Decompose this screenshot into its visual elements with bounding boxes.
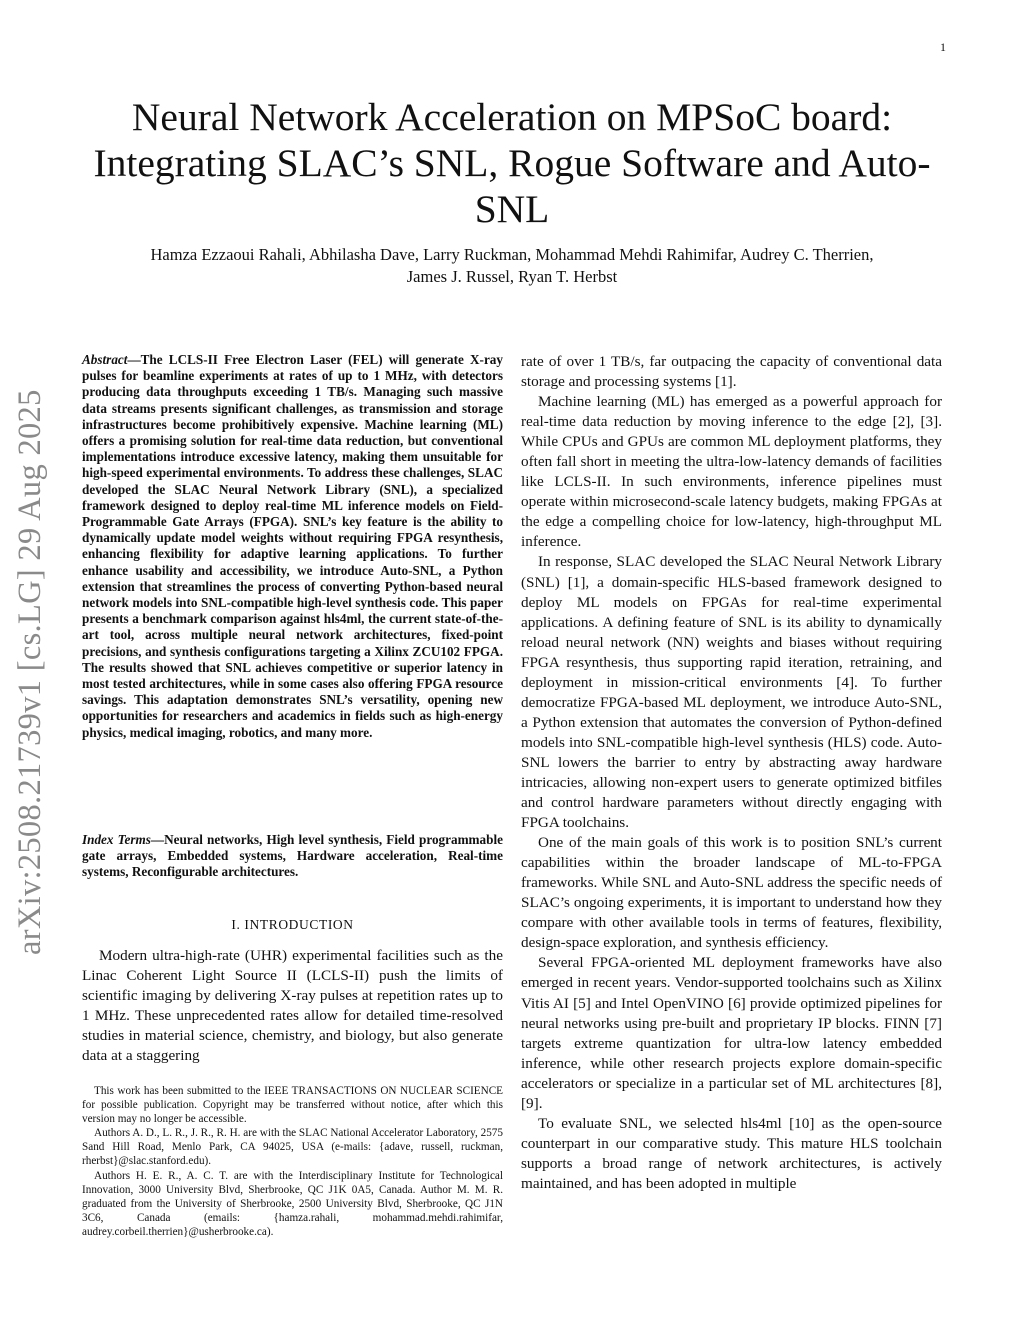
section-number: I.: [231, 917, 241, 932]
author-line-1: Hamza Ezzaoui Rahali, Abhilasha Dave, Larry Ruckman, Mohammad Mehdi Rahimifar, Audrey C. Therrien,: [150, 245, 874, 264]
right-paragraph-ml: Machine learning (ML) has emerged as a powerful approach for real-time data reduction by moving inference to the edge [2], [3]. While CPUs and GPUs are common ML deployment platforms, they often fall short in meeting the ultra-low-latency demands of facilities like LCLS-II. In such environments, inference pipelines must operate within microsecond-scale latency budgets, making FPGAs at the edge a compelling choice for low-latency, high-throughput ML inference.: [521, 393, 942, 551]
right-paragraph-continuation: rate of over 1 TB/s, far outpacing the capacity of conventional data storage and processing systems [1].: [521, 353, 942, 391]
footnote-slac-affiliation: Authors A. D., L. R., J. R., R. H. are with the SLAC National Accelerator Laboratory, 2575 Sand Hill Road, Menlo Park, CA 94025, USA (e-mails: {adave, russell, ruckman, rherbst}@slac.stanford.edu).: [82, 1127, 503, 1168]
abstract-label: Abstract: [82, 352, 128, 367]
abstract-text: The LCLS-II Free Electron Laser (FEL) will generate X-ray pulses for beamline experiments at rates of up to 1 MHz, with detectors producing data throughputs exceeding 1 TB/s. Managing such massive data streams presents significant challenges, as transmission and storage infrastructures become prohibitively expensive. Machine learning (ML) offers a promising solution for real-time data reduction, but conventional implementations introduce excessive latency, making them unsuitable for high-speed experimental environments. To address these challenges, SLAC developed the SLAC Neural Network Library (SNL), a specialized framework designed to deploy real-time ML inference models on Field-Programmable Gate Arrays (FPGA). SNL’s key feature is the ability to dynamically update model weights without requiring FPGA resynthesis, enhancing flexibility for adaptive learning applications. To further enhance usability and accessibility, we introduce Auto-SNL, a Python extension that streamlines the process of converting Python-based neural network models into SNL-compatible high-level synthesis code. This paper presents a benchmark comparison against hls4ml, the current state-of-the-art tool, across multiple neural network architectures, fixed-point precisions, and synthesis configurations targeting a Xilinx ZCU102 FPGA. The results showed that SNL achieves competitive or superior latency in most tested architectures, while in some cases also offering FPGA resource savings. This adaptation demonstrates SNL’s versatility, opening new opportunities for researchers and academics in fields such as high-energy physics, medical imaging, robotics, and many more.: [82, 352, 503, 740]
footnote-submission: This work has been submitted to the IEEE TRANSACTIONS ON NUCLEAR SCIENCE for possible publication. Copyright may be transferred without notice, after which this version may no longer be accessible.: [82, 1085, 504, 1126]
index-terms-label: Index Terms: [82, 832, 151, 847]
right-paragraph-frameworks: Several FPGA-oriented ML deployment frameworks have also emerged in recent years. Vendor-supported toolchains such as Xilinx Vitis AI [5] and Intel OpenVINO [6] provide optimized pipelines for neural networks using pre-built and proprietary IP blocks. FINN [7] targets extreme quantization for ultra-low latency embedded inference, while other research projects explore domain-specific accelerators or specialize in a particular set of ML architectures [8], [9].: [521, 954, 942, 1112]
section-title: INTRODUCTION: [244, 917, 354, 932]
intro-paragraph-1: Modern ultra-high-rate (UHR) experimental facilities such as the Linac Coherent Light Source II (LCLS-II) push the limits of scientific imaging by delivering X-ray pulses at repetition rates up to 1 MHz. These unprecedented rates allow for detailed time-resolved studies in material science, chemistry, and biology, but also generate data at a staggering: [82, 947, 503, 1065]
footnote-sherbrooke-affiliation: Authors H. E. R., A. C. T. are with the Interdisciplinary Institute for Technological Innovation, 3000 University Blvd, Sherbrooke, QC J1K 0A5, Canada. Author M. M. R. graduated from the University of Sherbrooke, 2500 University Blvd, Sherbrooke, QC J1N 3C6, Canada (emails: {hamza.rahali, mohammad.mehdi.rahimifar, audrey.corbeil.therrien}@usherbrooke.ca).: [82, 1169, 503, 1238]
author-line-2: James J. Russel, Ryan T. Herbst: [406, 267, 618, 286]
section-heading-introduction: [82, 917, 503, 933]
page-number: 1: [940, 40, 946, 54]
index-terms-text: Neural networks, High level synthesis, Field programmable gate arrays, Embedded systems, Hardware acceleration, Real-time systems, Reconfigurable architectures.: [82, 832, 503, 880]
footnotes: [82, 1084, 503, 1239]
right-paragraph-goals: One of the main goals of this work is to position SNL’s current capabilities within the broader landscape of ML-to-FPGA frameworks. While SNL and Auto-SNL address the specific needs of SLAC’s ongoing experiments, it is important to understand how they compare with other available tools in terms of features, flexibility, design-space exploration, and synthesis efficiency.: [521, 834, 942, 952]
section-title-small-caps: NTRODUCTION: [249, 917, 354, 932]
paper-title: Neural Network Acceleration on MPSoC board: Integrating SLAC’s SNL, Rogue Software and Auto-SNL: [93, 95, 931, 231]
arxiv-identifier-stamp: arXiv:2508.21739v1 [cs.LG] 29 Aug 2025: [12, 389, 48, 955]
right-column-body: [521, 352, 942, 1194]
index-terms: [82, 832, 503, 881]
index-terms-dash: —: [150, 832, 165, 847]
right-paragraph-snl: In response, SLAC developed the SLAC Neural Network Library (SNL) [1], a domain-specific HLS-based framework designed to deploy ML models on FPGAs for real-time experimental applications. A defining feature of SNL is its ability to dynamically reload neural network (NN) weights and biases without requiring FPGA resynthesis, thus supporting rapid iteration, retraining, and deployment in mission-critical environments [4]. To further democratize FPGA-based ML deployment, we introduce Auto-SNL, a Python extension that automates the conversion of Python-defined models into SNL-compatible high-level synthesis (HLS) code. Auto-SNL lowers the barrier to entry by abstracting away hardware intricacies, allowing non-expert users to generate optimized bitfiles and control hardware parameters without directly engaging with FPGA toolchains.: [521, 553, 942, 832]
right-paragraph-evaluation: To evaluate SNL, we selected hls4ml [10] as the open-source counterpart in our comparative study. This mature HLS toolchain supports a broad range of network architectures, is actively maintained, and has been adopted in multiple: [521, 1114, 942, 1192]
introduction-paragraph: [82, 946, 503, 1066]
abstract: [82, 352, 503, 741]
abstract-dash: —: [127, 352, 141, 367]
author-list: [60, 244, 964, 288]
